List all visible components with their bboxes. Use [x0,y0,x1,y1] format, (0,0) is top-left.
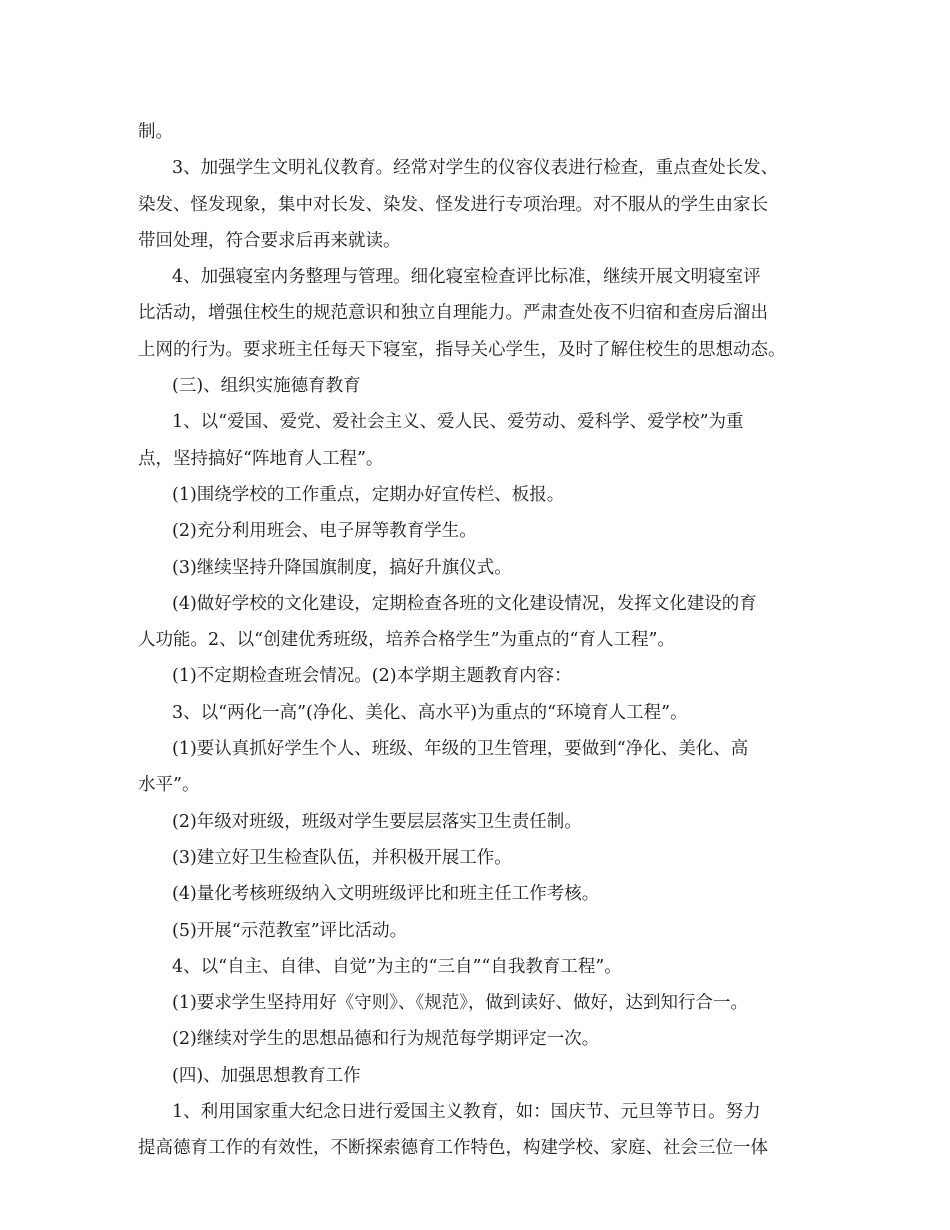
text-line: 制。 [138,122,173,142]
text-line: (5)开展“示范教室”评比活动。 [172,920,408,941]
text-line: (1)围绕学校的工作重点，定期办好宣传栏、板报。 [172,484,565,505]
text-line: (2)充分利用班会、电子屏等教育学生。 [172,521,477,542]
text-line: 水平”。 [138,775,200,796]
text-line: 点，坚持搞好“阵地育人工程”。 [138,448,384,469]
text-line: (1)要求学生坚持用好《守则》、《规范》，做到读好、做好，达到知行合一。 [172,993,749,1014]
text-line: 1、以“爱国、爱党、爱社会主义、爱人民、爱劳动、爱科学、爱学校”为重 [172,412,744,433]
text-line: 染发、怪发现象，集中对长发、染发、怪发进行专项治理。对不服从的学生由家长 [138,194,768,215]
text-line: 4、加强寝室内务整理与管理。细化寝室检查评比标准，继续开展文明寝室评 [172,267,761,288]
text-line: 1、利用国家重大纪念日进行爱国主义教育，如：国庆节、元旦等节日。努力 [172,1102,761,1123]
text-line: (1)不定期检查班会情况。(2)本学期主题教育内容： [172,666,572,687]
text-line: (2)继续对学生的思想品德和行为规范每学期评定一次。 [172,1029,600,1050]
text-line: 上网的行为。要求班主任每天下寝室，指导关心学生，及时了解住校生的思想动态。 [138,339,786,360]
text-line: (3)继续坚持升降国旗制度，搞好升旗仪式。 [172,557,512,578]
text-line: (4)做好学校的文化建设，定期检查各班的文化建设情况，发挥文化建设的育 [172,593,757,614]
text-line: 4、以“自主、自律、自觉”为主的“三自”“自我教育工程”。 [172,956,622,977]
text-line: (四)、加强思想教育工作 [172,1065,361,1086]
text-line: (3)建立好卫生检查队伍，并积极开展工作。 [172,847,512,868]
text-line: 提高德育工作的有效性，不断探索德育工作特色，构建学校、家庭、社会三位一体 [138,1138,768,1159]
text-line: (1)要认真抓好学生个人、班级、年级的卫生管理，要做到“净化、美化、高 [172,739,749,760]
text-line: (三)、组织实施德育教育 [172,376,361,397]
text-line: (4)量化考核班级纳入文明班级评比和班主任工作考核。 [172,884,600,905]
text-line: (2)年级对班级，班级对学生要层层落实卫生责任制。 [172,811,582,832]
text-line: 3、加强学生文明礼仪教育。经常对学生的仪容仪表进行检查，重点查处长发、 [172,158,779,179]
text-line: 人功能。2、以“创建优秀班级，培养合格学生”为重点的“育人工程”。 [138,630,675,651]
text-line: 带回处理，符合要求后再来就读。 [138,230,401,251]
document-body [138,114,828,1167]
text-line: 比活动，增强住校生的规范意识和独立自理能力。严肃查处夜不归宿和查房后溜出 [138,303,768,324]
text-line: 3、以“两化一高”(净化、美化、高水平)为重点的“环境育人工程”。 [172,702,688,723]
